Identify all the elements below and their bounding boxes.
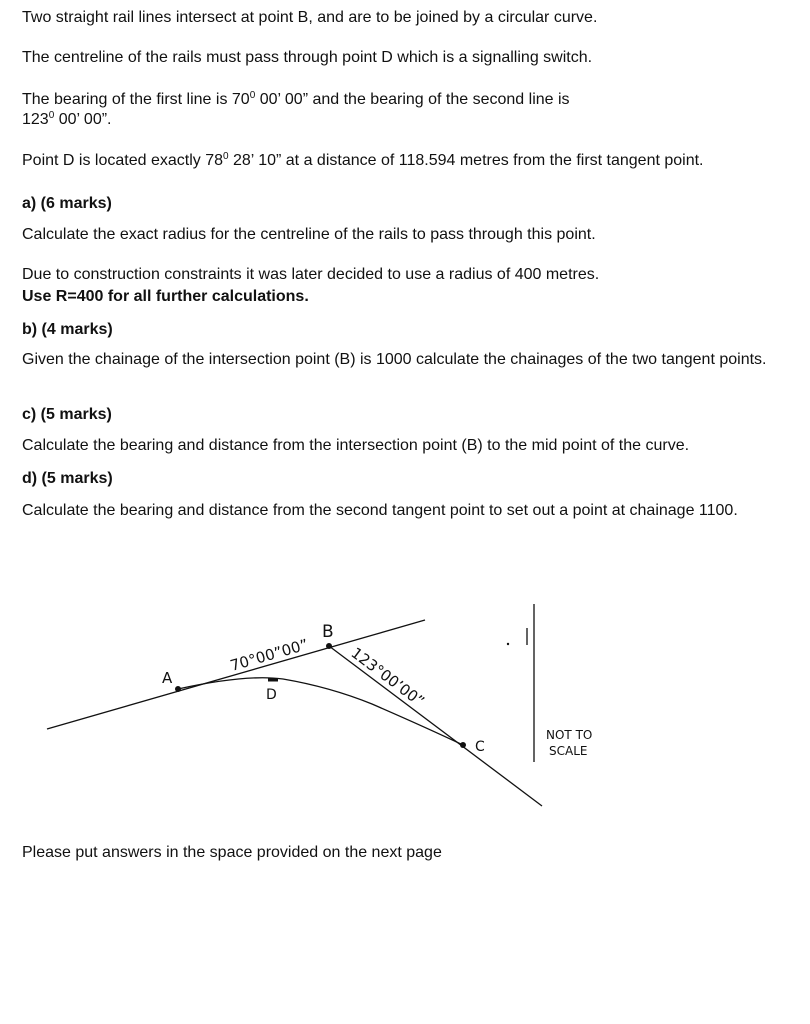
- use-r-note: Use R=400 for all further calculations.: [22, 288, 309, 305]
- label-a: A: [162, 669, 173, 687]
- stray-mark: [507, 643, 509, 645]
- first-tangent-line: [47, 620, 425, 729]
- point-b: [326, 643, 332, 649]
- intro-line-2: The centreline of the rails must pass through point D which is a signalling switch.: [22, 49, 593, 66]
- point-d-text-1: Point D is located exactly 78: [22, 152, 223, 169]
- question-b-text: Given the chainage of the intersection point (B) is 1000 calculate the chainages of the two tangent points.: [22, 351, 767, 368]
- degree-mark: 0: [48, 110, 55, 121]
- bearing-text-2: 00’ 00” and the bearing of the second line is: [255, 91, 570, 108]
- point-a: [175, 686, 181, 692]
- bearing-text-1: The bearing of the first line is 70: [22, 91, 250, 108]
- circular-curve: [178, 678, 463, 745]
- question-d-text: Calculate the bearing and distance from the second tangent point to set out a point at chainage 1100.: [22, 502, 738, 519]
- intro-line-1: Two straight rail lines intersect at point B, and are to be joined by a circular curve.: [22, 9, 598, 26]
- not-to-scale-line-1: NOT TO: [546, 728, 593, 742]
- label-c: C: [475, 739, 485, 755]
- footer-note: Please put answers in the space provided on the next page: [22, 844, 442, 861]
- degree-mark: 0: [223, 151, 229, 162]
- bearing-label-2: 123°00’00”: [347, 643, 428, 711]
- question-c-heading: c) (5 marks): [22, 406, 112, 423]
- bearing-text-3: 123: [22, 111, 49, 128]
- point-c: [460, 742, 466, 748]
- point-d-text-2: 28’ 10” at a distance of 118.594 metres from the first tangent point.: [228, 152, 704, 169]
- label-d: D: [266, 687, 277, 703]
- question-a-heading: a) (6 marks): [22, 195, 112, 212]
- question-c-text: Calculate the bearing and distance from the intersection point (B) to the mid point of the curve.: [22, 437, 690, 454]
- degree-mark: 0: [249, 90, 256, 101]
- question-b-heading: b) (4 marks): [22, 321, 113, 338]
- not-to-scale-line-2: SCALE: [549, 744, 588, 758]
- bearing-text-4: 00’ 00”.: [54, 111, 112, 128]
- second-tangent-line: [329, 643, 542, 806]
- label-b: B: [322, 622, 334, 642]
- question-a-text: Calculate the exact radius for the centreline of the rails to pass through this point.: [22, 226, 596, 243]
- question-d-heading: d) (5 marks): [22, 470, 113, 487]
- constraint-text: Due to construction constraints it was later decided to use a radius of 400 metres.: [22, 266, 600, 283]
- bearing-label-1: 70°00”00”: [228, 635, 311, 675]
